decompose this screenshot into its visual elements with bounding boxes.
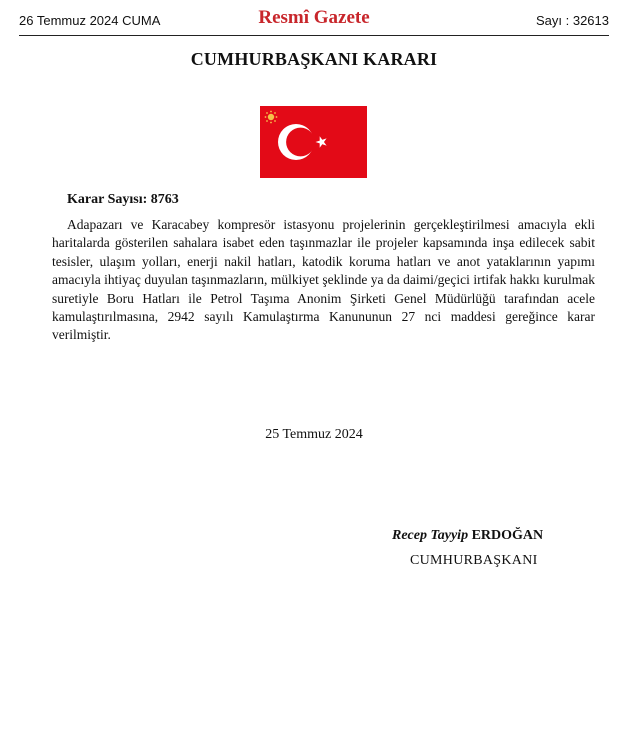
- turkish-flag-icon: [260, 106, 367, 178]
- signatory-first-name: Recep Tayyip: [392, 528, 469, 543]
- signatory-name: [392, 528, 543, 544]
- gazette-header: [19, 6, 609, 32]
- decision-number: Karar Sayısı: 8763: [67, 192, 179, 207]
- signatory-title: CUMHURBAŞKANI: [410, 553, 538, 568]
- header-divider: [19, 35, 609, 36]
- decision-body: Adapazarı ve Karacabey kompresör istasyonu projelerinin gerçekleştirilmesi amacıyla ekli haritalarda gösterilen sahalara isabet eden taşınmazlar ile projeler kapsamında inşa edilecek sabit tesisler, ulaşım yolları, enerji nakil hatları, katodik koruma hatları ve anot yataklarının yapımı amacıyla ihtiyaç duyulan taşınmazların, mülkiyet şeklinde ya da daimi/geçici irtifak hakkı kurulmak suretiyle Boru Hatları ile Petrol Taşıma Anonim Şirketi Genel Müdürlüğü tarafından acele kamulaştırılmasına, 2942 sayılı Kamulaştırma Kanununun 27 nci maddesi gereğince karar verilmiştir.: [52, 217, 595, 343]
- publication-date: 26 Temmuz 2024 CUMA: [19, 13, 161, 28]
- issue-number: Sayı : 32613: [536, 13, 609, 28]
- document-title: CUMHURBAŞKANI KARARI: [190, 49, 438, 69]
- decision-date: 25 Temmuz 2024: [265, 427, 363, 442]
- gazette-name: Resmî Gazete: [258, 7, 370, 28]
- signatory-last-name: ERDOĞAN: [471, 528, 544, 543]
